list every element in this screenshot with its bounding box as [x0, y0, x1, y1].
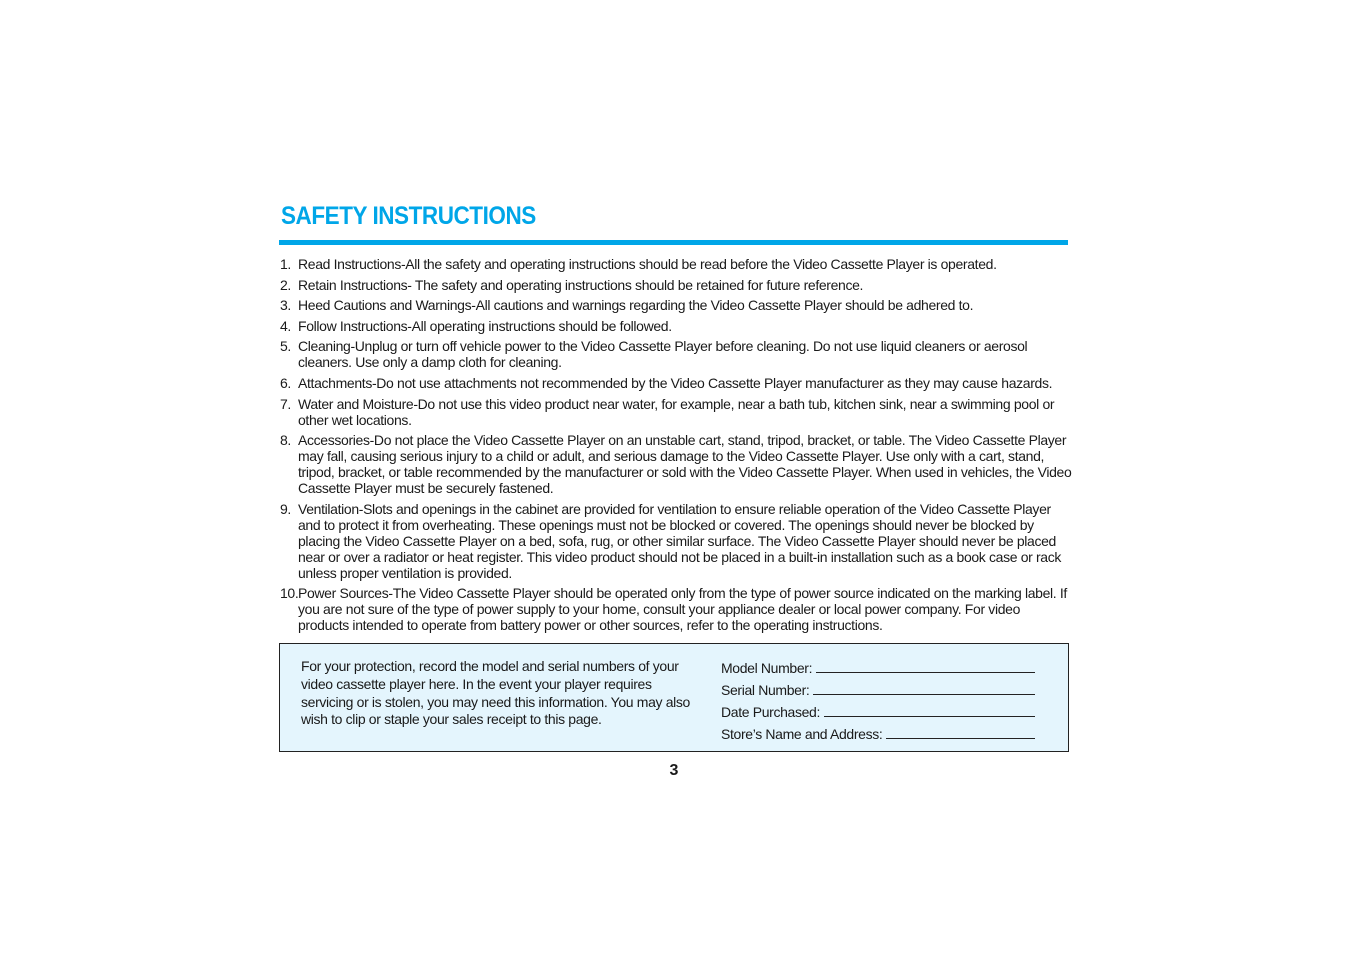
- page-number: 3: [669, 762, 679, 779]
- page-title: SAFETY INSTRUCTIONS: [281, 202, 536, 230]
- instruction-item: [280, 338, 1072, 370]
- item-text: Heed Cautions and Warnings-All cautions and warnings regarding the Video Cassette Player should be adhered to.: [298, 297, 974, 314]
- write-in-line[interactable]: [816, 671, 1035, 673]
- field-label: Date Purchased:: [721, 704, 821, 720]
- item-text: Cleaning-Unplug or turn off vehicle power to the Video Cassette Player before cleaning. Do not use liquid cleaners or aerosol cleaners. Use only a damp cloth for cleaning.: [298, 338, 1028, 371]
- item-number: 1.: [280, 256, 291, 272]
- item-text: Water and Moisture-Do not use this video product near water, for example, near a bath tub, kitchen sink, near a swimming pool or other wet locations.: [298, 395, 1055, 428]
- item-number: 4.: [280, 317, 291, 334]
- date-purchased-field[interactable]: [721, 698, 1035, 720]
- item-text: Retain Instructions- The safety and operating instructions should be retained for future reference.: [298, 276, 864, 293]
- item-text: Read Instructions-All the safety and operating instructions should be read before the Video Cassette Player is operated.: [298, 256, 997, 272]
- title-rule: [279, 240, 1068, 245]
- item-number: 5.: [280, 338, 291, 355]
- write-in-line[interactable]: [824, 715, 1035, 717]
- record-instructions-text: For your protection, record the model and serial numbers of your video cassette player here. In the event your player requires servicing or is stolen, you may need this information. You may also wish to clip or staple your sales receipt to this page.: [301, 658, 690, 728]
- instruction-item: [280, 318, 1072, 334]
- field-label: Store’s Name and Address:: [721, 726, 883, 742]
- item-text: Follow Instructions-All operating instructions should be followed.: [298, 317, 672, 334]
- item-number: 2.: [280, 276, 291, 293]
- item-number: 8.: [280, 432, 291, 449]
- instruction-item: [280, 396, 1072, 428]
- instruction-item: [280, 256, 1072, 272]
- ownership-record-box: [279, 643, 1069, 752]
- item-number: 6.: [280, 374, 291, 391]
- model-number-field[interactable]: [721, 654, 1035, 676]
- item-text: Attachments-Do not use attachments not recommended by the Video Cassette Player manufacturer as they may cause hazards.: [298, 374, 1053, 391]
- field-label: Model Number:: [721, 660, 813, 676]
- safety-instructions-list: [280, 256, 1072, 638]
- instruction-item: [280, 432, 1072, 496]
- item-text: Ventilation-Slots and openings in the cabinet are provided for ventilation to ensure reliable operation of the Video Cassette Player and to protect it from overheating. These openings must not be blocked or covered. The openings should never be blocked by placing the Video Cassette Player on a bed, sofa, rug, or other similar surface. The Video Cassette Player should never be placed near or over a radiator or heat register. This video product should not be placed in a built-in installation such as a book case or rack unless proper ventilation is provided.: [298, 500, 1062, 581]
- item-number: 9.: [280, 500, 291, 517]
- item-text: Accessories-Do not place the Video Cassette Player on an unstable cart, stand, tripod, bracket, or table. The Video Cassette Player may fall, causing serious injury to a child or adult, and serious damage to the Video Cassette Player. Use only with a cart, stand, tripod, bracket, or table recommended by the manufacturer or sold with the Video Cassette Player. When used in vehicles, the Video Cassette Player must be securely fastened.: [298, 432, 1072, 497]
- write-in-line[interactable]: [886, 737, 1035, 739]
- store-name-address-field[interactable]: [721, 720, 1035, 742]
- record-fields: [721, 654, 1035, 742]
- instruction-item: [280, 375, 1072, 391]
- serial-number-field[interactable]: [721, 676, 1035, 698]
- item-number: 7.: [280, 395, 291, 412]
- instruction-item: [280, 501, 1072, 581]
- item-text: Power Sources-The Video Cassette Player should be operated only from the type of power source indicated on the marking label. If you are not sure of the type of power supply to your home, consult your appliance dealer or local power company. For video products intended to operate from battery power or other sources, refer to the operating instructions.: [298, 585, 1067, 634]
- item-number: 3.: [280, 297, 291, 314]
- instruction-item: [280, 585, 1072, 633]
- instruction-item: [280, 277, 1072, 293]
- write-in-line[interactable]: [813, 693, 1035, 695]
- instruction-item: [280, 297, 1072, 313]
- item-number: 10.: [280, 585, 299, 602]
- field-label: Serial Number:: [721, 682, 810, 698]
